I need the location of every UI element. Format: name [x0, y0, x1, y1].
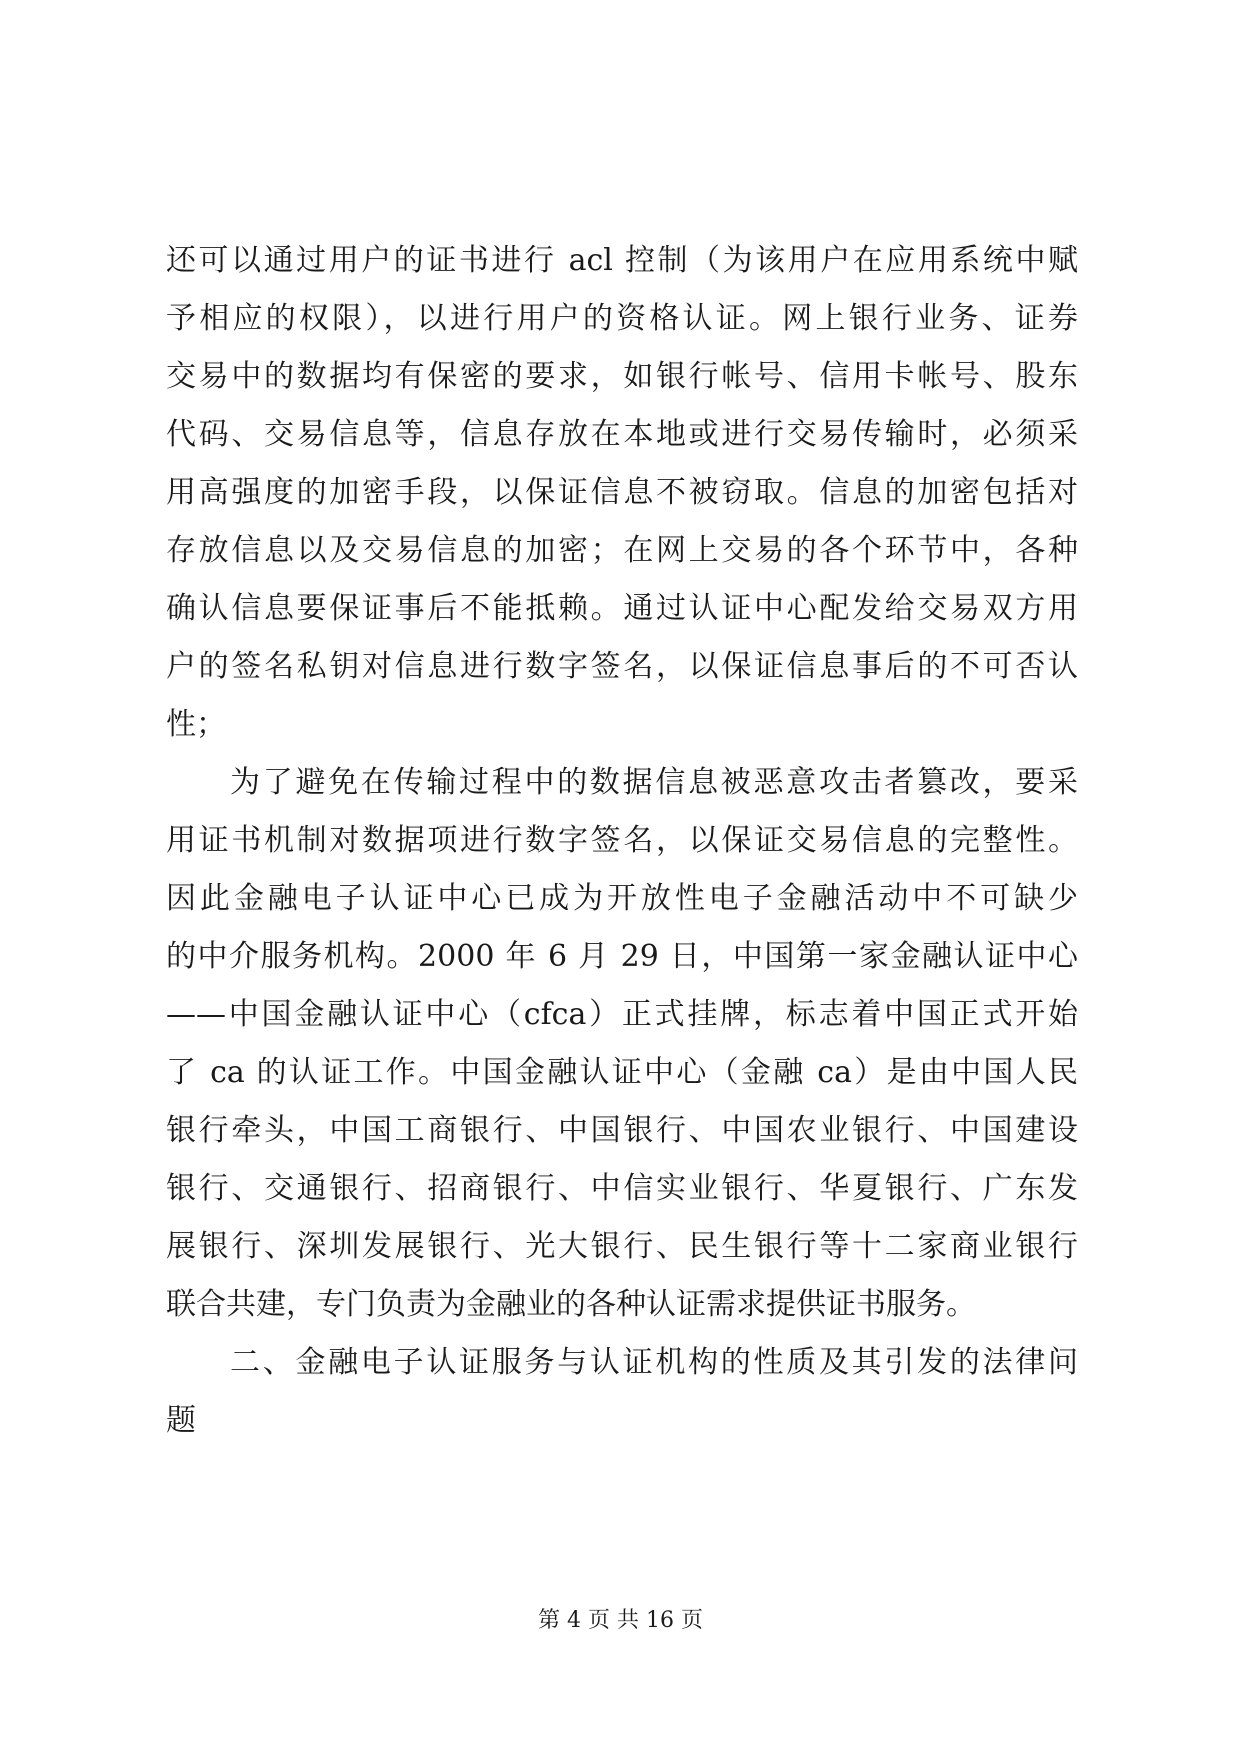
section-heading-line: 题	[166, 1403, 196, 1438]
text-line: 代码、交易信息等，信息存放在本地或进行交易传输时，必须采	[166, 417, 1078, 452]
text-line: 户的签名私钥对信息进行数字签名，以保证信息事后的不可否认	[166, 649, 1078, 684]
page-number-footer: 第 4 页 共 16 页	[538, 1608, 703, 1633]
text-line: 还可以通过用户的证书进行 acl 控制（为该用户在应用系统中赋	[166, 243, 1078, 278]
text-line: 用证书机制对数据项进行数字签名，以保证交易信息的完整性。	[166, 823, 1078, 858]
text-line: 予相应的权限），以进行用户的资格认证。网上银行业务、证券	[166, 301, 1078, 336]
text-line: ——中国金融认证中心（cfca）正式挂牌，标志着中国正式开始	[166, 997, 1078, 1032]
text-line: 的中介服务机构。2000 年 6 月 29 日，中国第一家金融认证中心	[166, 939, 1078, 974]
text-line: 了 ca 的认证工作。中国金融认证中心（金融 ca）是由中国人民	[166, 1055, 1078, 1090]
text-line: 银行、交通银行、招商银行、中信实业银行、华夏银行、广东发	[166, 1171, 1078, 1206]
text-line: 联合共建，专门负责为金融业的各种认证需求提供证书服务。	[166, 1287, 976, 1322]
text-line: 性；	[166, 707, 226, 742]
text-line: 展银行、深圳发展银行、光大银行、民生银行等十二家商业银行	[166, 1229, 1078, 1264]
text-line: 交易中的数据均有保密的要求，如银行帐号、信用卡帐号、股东	[166, 359, 1078, 394]
text-line: 为了避免在传输过程中的数据信息被恶意攻击者篡改，要采	[230, 765, 1078, 800]
text-line: 银行牵头，中国工商银行、中国银行、中国农业银行、中国建设	[166, 1113, 1078, 1148]
text-line: 确认信息要保证事后不能抵赖。通过认证中心配发给交易双方用	[166, 591, 1078, 626]
text-line: 用高强度的加密手段，以保证信息不被窃取。信息的加密包括对	[166, 475, 1078, 510]
section-heading-line: 二、金融电子认证服务与认证机构的性质及其引发的法律问	[230, 1345, 1078, 1380]
body-text	[166, 232, 1078, 1450]
text-line: 因此金融电子认证中心已成为开放性电子金融活动中不可缺少	[166, 881, 1078, 916]
text-line: 存放信息以及交易信息的加密；在网上交易的各个环节中，各种	[166, 533, 1078, 568]
